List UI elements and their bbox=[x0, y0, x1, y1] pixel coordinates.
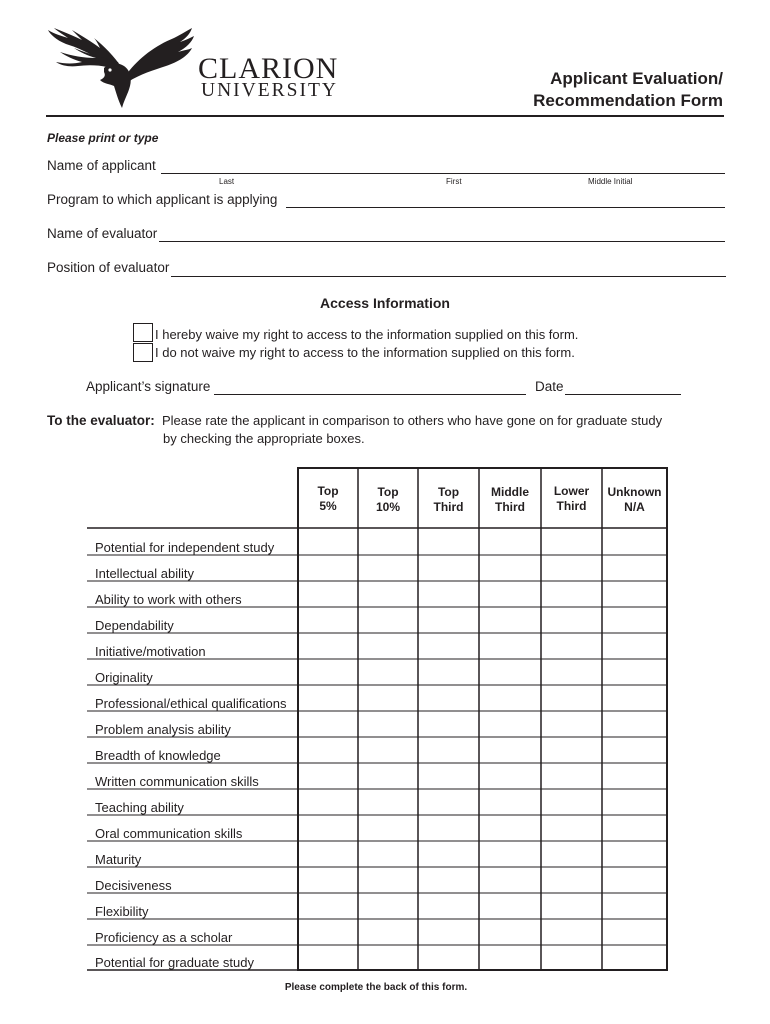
name-sub-first: First bbox=[446, 177, 462, 186]
criterion-label: Initiative/motivation bbox=[95, 644, 206, 659]
form-title-line1: Applicant Evaluation/ bbox=[550, 69, 723, 88]
criterion-label: Potential for independent study bbox=[95, 540, 275, 555]
name-sub-last: Last bbox=[219, 177, 235, 186]
col-header-line2: N/A bbox=[624, 500, 645, 514]
evaluator-lead: To the evaluator: bbox=[47, 413, 155, 428]
col-header-line1: Top bbox=[377, 485, 399, 499]
evaluator-position-label: Position of evaluator bbox=[47, 260, 170, 275]
col-header-line1: Top bbox=[437, 485, 460, 499]
col-header-line2: Third bbox=[495, 500, 525, 514]
col-header-top-10 bbox=[358, 485, 418, 515]
date-label: Date bbox=[535, 379, 564, 394]
col-header-line2: 5% bbox=[319, 499, 337, 513]
applicant-name-label: Name of applicant bbox=[47, 158, 156, 173]
col-header-line2: Third bbox=[433, 500, 464, 514]
col-header-line2: Third bbox=[556, 499, 587, 513]
criterion-label: Proficiency as a scholar bbox=[95, 930, 233, 945]
criterion-label: Teaching ability bbox=[95, 800, 184, 815]
col-header-line1: Lower bbox=[553, 484, 590, 498]
evaluator-name-label: Name of evaluator bbox=[47, 226, 158, 241]
evaluator-instructions-line2: by checking the appropriate boxes. bbox=[163, 431, 365, 446]
col-header-middle-third bbox=[479, 485, 541, 515]
col-header-line1: Top bbox=[317, 484, 339, 498]
criterion-label: Problem analysis ability bbox=[95, 722, 231, 737]
criterion-label: Potential for graduate study bbox=[95, 955, 254, 970]
brand-name-line2: UNIVERSITY bbox=[201, 80, 338, 101]
program-label: Program to which applicant is applying bbox=[47, 192, 278, 207]
criterion-label: Originality bbox=[95, 670, 153, 685]
col-header-lower-third bbox=[541, 484, 602, 514]
criterion-label: Flexibility bbox=[95, 904, 149, 919]
evaluator-instructions-line1: Please rate the applicant in comparison to others who have gone on for graduate study bbox=[162, 413, 663, 428]
criterion-label: Ability to work with others bbox=[95, 592, 242, 607]
criterion-label: Breadth of knowledge bbox=[95, 748, 221, 763]
col-header-line2: 10% bbox=[375, 500, 401, 514]
print-instruction: Please print or type bbox=[47, 131, 159, 145]
criterion-label: Dependability bbox=[95, 618, 174, 633]
access-heading: Access Information bbox=[320, 295, 450, 311]
criterion-label: Professional/ethical qualifications bbox=[95, 696, 287, 711]
criterion-label: Maturity bbox=[95, 852, 142, 867]
name-sub-middle: Middle Initial bbox=[588, 177, 633, 186]
brand-name-line1: CLARION bbox=[198, 52, 339, 85]
col-header-line1: Middle bbox=[491, 485, 529, 499]
criterion-label: Decisiveness bbox=[95, 878, 172, 893]
criterion-label: Oral communication skills bbox=[95, 826, 243, 841]
footer-note: Please complete the back of this form. bbox=[284, 982, 468, 993]
waive-label: I hereby waive my right to access to the information supplied on this form. bbox=[155, 327, 579, 342]
criterion-label: Intellectual ability bbox=[95, 566, 194, 581]
criterion-label: Written communication skills bbox=[95, 774, 259, 789]
form-title-line2: Recommendation Form bbox=[533, 91, 723, 110]
col-header-top-5 bbox=[298, 484, 358, 514]
col-header-unknown bbox=[602, 485, 667, 515]
signature-label: Applicant’s signature bbox=[86, 379, 211, 394]
col-header-line1: Unknown bbox=[607, 485, 662, 499]
not-waive-label: I do not waive my right to access to the information supplied on this form. bbox=[155, 345, 575, 360]
col-header-top-third bbox=[418, 485, 479, 515]
